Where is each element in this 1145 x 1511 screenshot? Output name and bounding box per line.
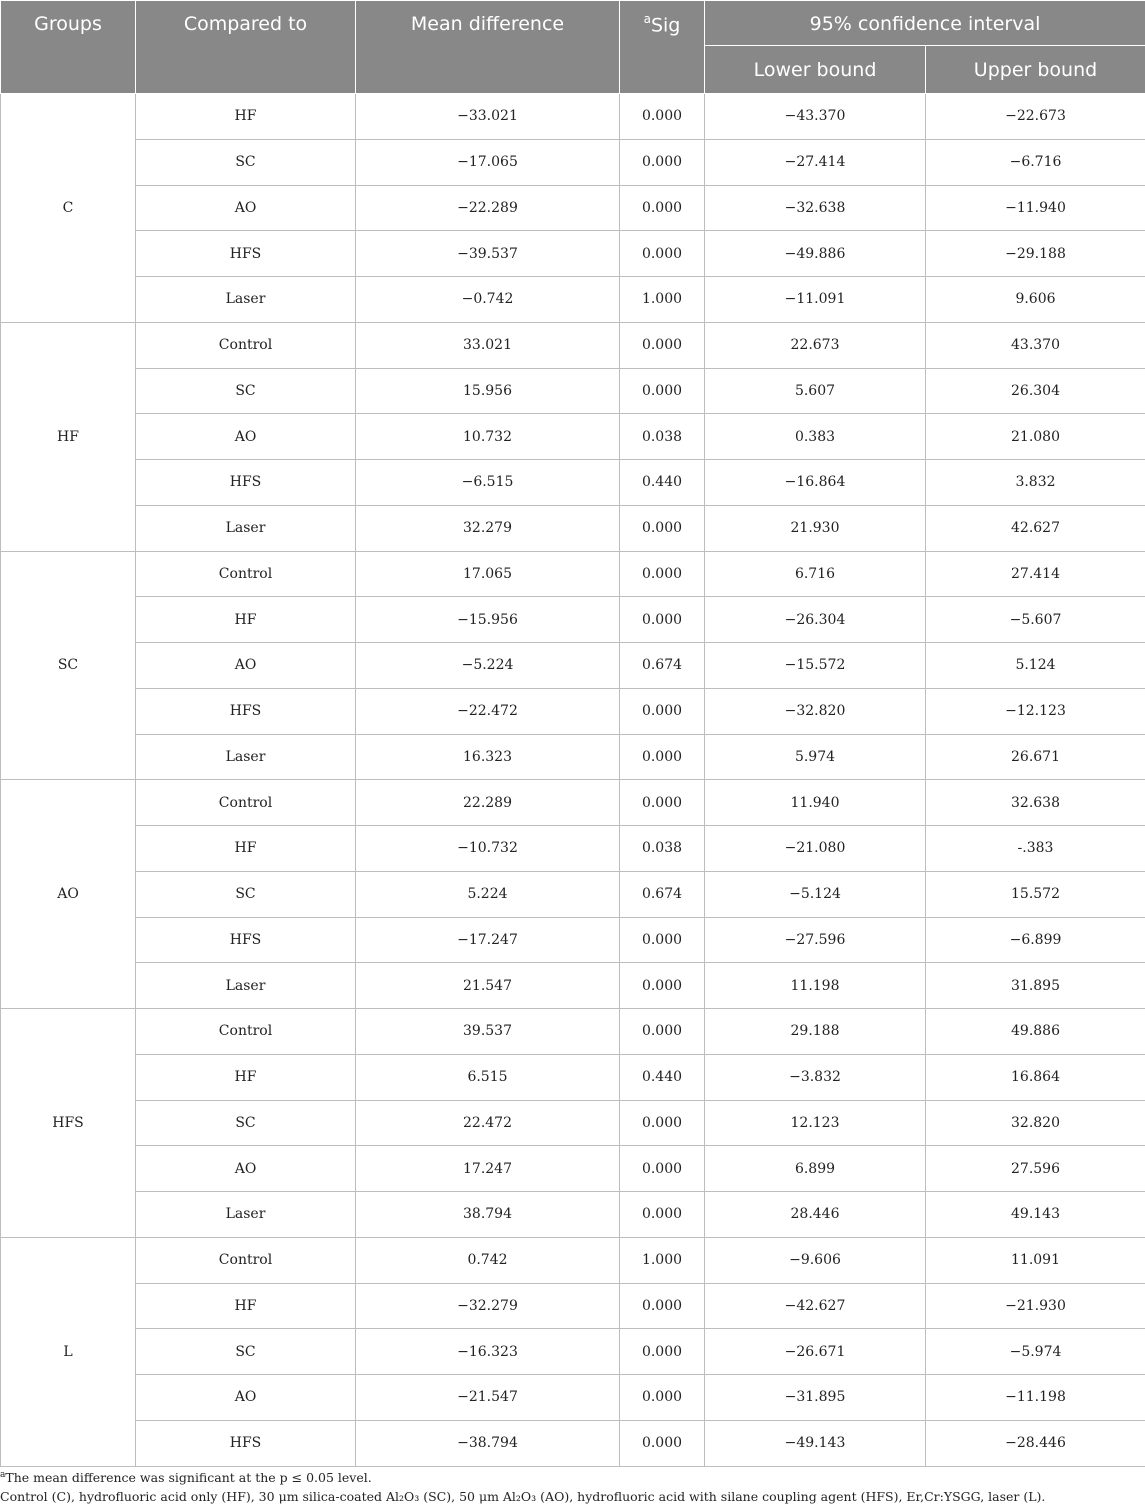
upper-bound-cell: −5.974 <box>926 1329 1145 1375</box>
compared-to-cell: HF <box>136 94 356 140</box>
sig-superscript: a <box>643 12 651 26</box>
upper-bound-cell: −12.123 <box>926 688 1145 734</box>
mean-difference-cell: 38.794 <box>356 1192 620 1238</box>
compared-to-cell: Control <box>136 780 356 826</box>
table-row <box>1 688 1145 734</box>
table-row <box>1 460 1145 506</box>
table-row <box>1 231 1145 277</box>
lower-bound-cell: 22.673 <box>705 322 926 368</box>
mean-difference-cell: −0.742 <box>356 277 620 323</box>
upper-bound-cell: 32.638 <box>926 780 1145 826</box>
table-row <box>1 185 1145 231</box>
sig-cell: 0.000 <box>620 505 705 551</box>
sig-cell: 0.000 <box>620 1420 705 1466</box>
sig-cell: 0.000 <box>620 1146 705 1192</box>
compared-to-cell: HFS <box>136 460 356 506</box>
sig-cell: 0.000 <box>620 1375 705 1421</box>
compared-to-cell: SC <box>136 1329 356 1375</box>
compared-to-cell: SC <box>136 368 356 414</box>
sig-cell: 0.000 <box>620 1283 705 1329</box>
sig-cell: 0.674 <box>620 871 705 917</box>
table-row <box>1 1237 1145 1283</box>
header-sig <box>620 1 705 94</box>
group-cell: HF <box>1 322 136 551</box>
compared-to-cell: SC <box>136 871 356 917</box>
sig-cell: 0.038 <box>620 826 705 872</box>
upper-bound-cell: −22.673 <box>926 94 1145 140</box>
compared-to-cell: HF <box>136 826 356 872</box>
lower-bound-cell: −49.143 <box>705 1420 926 1466</box>
group-cell: C <box>1 94 136 323</box>
lower-bound-cell: 5.607 <box>705 368 926 414</box>
lower-bound-cell: −3.832 <box>705 1054 926 1100</box>
upper-bound-cell: 32.820 <box>926 1100 1145 1146</box>
lower-bound-cell: −49.886 <box>705 231 926 277</box>
table-row <box>1 917 1145 963</box>
compared-to-cell: HFS <box>136 231 356 277</box>
upper-bound-cell: 49.143 <box>926 1192 1145 1238</box>
compared-to-cell: AO <box>136 1146 356 1192</box>
compared-to-cell: Laser <box>136 277 356 323</box>
upper-bound-cell: 11.091 <box>926 1237 1145 1283</box>
mean-difference-cell: −5.224 <box>356 643 620 689</box>
mean-difference-cell: −17.065 <box>356 139 620 185</box>
mean-difference-cell: −15.956 <box>356 597 620 643</box>
sig-cell: 0.000 <box>620 917 705 963</box>
upper-bound-cell: −28.446 <box>926 1420 1145 1466</box>
lower-bound-cell: −32.638 <box>705 185 926 231</box>
table-row <box>1 1146 1145 1192</box>
sig-cell: 0.000 <box>620 1329 705 1375</box>
sig-cell: 0.038 <box>620 414 705 460</box>
table-row <box>1 322 1145 368</box>
table-row <box>1 1420 1145 1466</box>
upper-bound-cell: 42.627 <box>926 505 1145 551</box>
group-cell: SC <box>1 551 136 780</box>
header-upper-bound: Upper bound <box>926 46 1145 94</box>
compared-to-cell: Laser <box>136 1192 356 1238</box>
lower-bound-cell: 6.899 <box>705 1146 926 1192</box>
compared-to-cell: HFS <box>136 1420 356 1466</box>
mean-difference-cell: −39.537 <box>356 231 620 277</box>
lower-bound-cell: −15.572 <box>705 643 926 689</box>
table-row <box>1 551 1145 597</box>
sig-cell: 1.000 <box>620 1237 705 1283</box>
sig-cell: 0.440 <box>620 1054 705 1100</box>
mean-difference-cell: 17.247 <box>356 1146 620 1192</box>
upper-bound-cell: 3.832 <box>926 460 1145 506</box>
table-row <box>1 139 1145 185</box>
mean-difference-cell: −17.247 <box>356 917 620 963</box>
upper-bound-cell: −11.940 <box>926 185 1145 231</box>
table-row <box>1 780 1145 826</box>
sig-cell: 0.000 <box>620 185 705 231</box>
table-row <box>1 505 1145 551</box>
upper-bound-cell: 27.414 <box>926 551 1145 597</box>
compared-to-cell: AO <box>136 1375 356 1421</box>
upper-bound-cell: 49.886 <box>926 1009 1145 1055</box>
lower-bound-cell: −42.627 <box>705 1283 926 1329</box>
upper-bound-cell: −6.899 <box>926 917 1145 963</box>
table-row <box>1 871 1145 917</box>
lower-bound-cell: 11.198 <box>705 963 926 1009</box>
mean-difference-cell: 0.742 <box>356 1237 620 1283</box>
upper-bound-cell: −29.188 <box>926 231 1145 277</box>
table-header <box>1 1 1145 94</box>
upper-bound-cell: 26.671 <box>926 734 1145 780</box>
sig-cell: 0.000 <box>620 551 705 597</box>
table-row <box>1 414 1145 460</box>
compared-to-cell: Laser <box>136 505 356 551</box>
compared-to-cell: HF <box>136 1054 356 1100</box>
lower-bound-cell: 29.188 <box>705 1009 926 1055</box>
mean-difference-cell: 5.224 <box>356 871 620 917</box>
compared-to-cell: AO <box>136 643 356 689</box>
group-cell: AO <box>1 780 136 1009</box>
mean-difference-cell: 22.472 <box>356 1100 620 1146</box>
upper-bound-cell: 31.895 <box>926 963 1145 1009</box>
table-row <box>1 597 1145 643</box>
header-compared-to: Compared to <box>136 1 356 94</box>
mean-difference-cell: −33.021 <box>356 94 620 140</box>
footnote-significance-text: The mean difference was significant at the p ≤ 0.05 level. <box>5 1470 372 1486</box>
upper-bound-cell: −6.716 <box>926 139 1145 185</box>
mean-difference-cell: −6.515 <box>356 460 620 506</box>
mean-difference-cell: 10.732 <box>356 414 620 460</box>
lower-bound-cell: −26.304 <box>705 597 926 643</box>
upper-bound-cell: 9.606 <box>926 277 1145 323</box>
mean-difference-cell: 21.547 <box>356 963 620 1009</box>
lower-bound-cell: 12.123 <box>705 1100 926 1146</box>
lower-bound-cell: −9.606 <box>705 1237 926 1283</box>
lower-bound-cell: −27.414 <box>705 139 926 185</box>
mean-difference-cell: 39.537 <box>356 1009 620 1055</box>
sig-cell: 0.000 <box>620 963 705 1009</box>
mean-difference-cell: 17.065 <box>356 551 620 597</box>
mean-difference-cell: −22.289 <box>356 185 620 231</box>
header-sig-label: Sig <box>650 14 681 37</box>
upper-bound-cell: 27.596 <box>926 1146 1145 1192</box>
upper-bound-cell: −21.930 <box>926 1283 1145 1329</box>
header-confidence-interval: 95% confidence interval <box>705 1 1145 46</box>
upper-bound-cell: 21.080 <box>926 414 1145 460</box>
header-groups: Groups <box>1 1 136 94</box>
lower-bound-cell: −26.671 <box>705 1329 926 1375</box>
table-row <box>1 826 1145 872</box>
table-row <box>1 368 1145 414</box>
sig-cell: 0.000 <box>620 94 705 140</box>
upper-bound-cell: 5.124 <box>926 643 1145 689</box>
mean-difference-cell: −38.794 <box>356 1420 620 1466</box>
mean-difference-cell: 32.279 <box>356 505 620 551</box>
lower-bound-cell: 11.940 <box>705 780 926 826</box>
compared-to-cell: HFS <box>136 917 356 963</box>
mean-difference-cell: 15.956 <box>356 368 620 414</box>
mean-difference-cell: −16.323 <box>356 1329 620 1375</box>
sig-cell: 0.000 <box>620 231 705 277</box>
upper-bound-cell: −11.198 <box>926 1375 1145 1421</box>
lower-bound-cell: 0.383 <box>705 414 926 460</box>
table-row <box>1 1054 1145 1100</box>
lower-bound-cell: −5.124 <box>705 871 926 917</box>
mean-difference-cell: −32.279 <box>356 1283 620 1329</box>
compared-to-cell: HF <box>136 1283 356 1329</box>
compared-to-cell: AO <box>136 185 356 231</box>
compared-to-cell: HF <box>136 597 356 643</box>
sig-cell: 0.000 <box>620 780 705 826</box>
compared-to-cell: SC <box>136 139 356 185</box>
table-row <box>1 1100 1145 1146</box>
lower-bound-cell: 6.716 <box>705 551 926 597</box>
table-row <box>1 94 1145 140</box>
compared-to-cell: Laser <box>136 734 356 780</box>
compared-to-cell: Control <box>136 551 356 597</box>
lower-bound-cell: −43.370 <box>705 94 926 140</box>
compared-to-cell: Control <box>136 1009 356 1055</box>
lower-bound-cell: 5.974 <box>705 734 926 780</box>
table-row <box>1 1375 1145 1421</box>
lower-bound-cell: −21.080 <box>705 826 926 872</box>
sig-cell: 0.000 <box>620 139 705 185</box>
table-body <box>1 94 1145 1467</box>
sig-cell: 0.000 <box>620 688 705 734</box>
header-mean-difference: Mean difference <box>356 1 620 94</box>
compared-to-cell: Laser <box>136 963 356 1009</box>
mean-difference-cell: 33.021 <box>356 322 620 368</box>
sig-cell: 1.000 <box>620 277 705 323</box>
mean-difference-cell: 6.515 <box>356 1054 620 1100</box>
mean-difference-cell: −21.547 <box>356 1375 620 1421</box>
footnote-abbreviations: Control (C), hydrofluoric acid only (HF), 30 μm silica-coated Al₂O₃ (SC), 50 μm Al₂O₃ (AO), hydrofluoric acid with silane coupling agent (HFS), Er,Cr:YSGG, laser (L). <box>0 1489 1046 1505</box>
lower-bound-cell: −16.864 <box>705 460 926 506</box>
upper-bound-cell: 43.370 <box>926 322 1145 368</box>
table-row <box>1 1009 1145 1055</box>
sig-cell: 0.000 <box>620 597 705 643</box>
lower-bound-cell: −11.091 <box>705 277 926 323</box>
group-cell: L <box>1 1237 136 1466</box>
compared-to-cell: HFS <box>136 688 356 734</box>
sig-cell: 0.000 <box>620 734 705 780</box>
upper-bound-cell: −5.607 <box>926 597 1145 643</box>
upper-bound-cell: 16.864 <box>926 1054 1145 1100</box>
table-row <box>1 1283 1145 1329</box>
upper-bound-cell: 15.572 <box>926 871 1145 917</box>
compared-to-cell: Control <box>136 1237 356 1283</box>
table-row <box>1 277 1145 323</box>
table-row <box>1 1329 1145 1375</box>
sig-cell: 0.000 <box>620 322 705 368</box>
upper-bound-cell: -.383 <box>926 826 1145 872</box>
table-row <box>1 963 1145 1009</box>
sig-cell: 0.674 <box>620 643 705 689</box>
compared-to-cell: SC <box>136 1100 356 1146</box>
footnote-significance <box>0 1466 1145 1487</box>
table-row <box>1 643 1145 689</box>
upper-bound-cell: 26.304 <box>926 368 1145 414</box>
lower-bound-cell: −32.820 <box>705 688 926 734</box>
sig-cell: 0.000 <box>620 1100 705 1146</box>
compared-to-cell: Control <box>136 322 356 368</box>
table-row <box>1 734 1145 780</box>
lower-bound-cell: 21.930 <box>705 505 926 551</box>
lower-bound-cell: 28.446 <box>705 1192 926 1238</box>
sig-cell: 0.000 <box>620 368 705 414</box>
group-cell: HFS <box>1 1009 136 1238</box>
footnote-marker: a <box>0 1470 6 1480</box>
sig-cell: 0.000 <box>620 1009 705 1055</box>
header-lower-bound: Lower bound <box>705 46 926 94</box>
compared-to-cell: AO <box>136 414 356 460</box>
table-row <box>1 1192 1145 1238</box>
mean-difference-cell: −10.732 <box>356 826 620 872</box>
mean-difference-cell: −22.472 <box>356 688 620 734</box>
lower-bound-cell: −31.895 <box>705 1375 926 1421</box>
sig-cell: 0.440 <box>620 460 705 506</box>
sig-cell: 0.000 <box>620 1192 705 1238</box>
mean-difference-cell: 16.323 <box>356 734 620 780</box>
lower-bound-cell: −27.596 <box>705 917 926 963</box>
mean-difference-cell: 22.289 <box>356 780 620 826</box>
table-footnotes <box>0 1466 1145 1506</box>
